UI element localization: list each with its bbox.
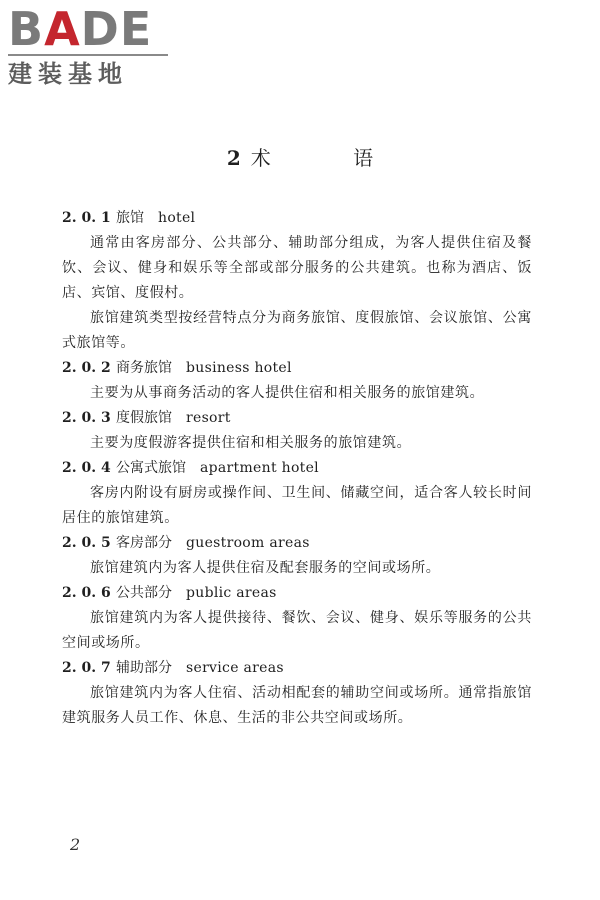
term-english-name: resort — [186, 410, 231, 426]
chapter-title — [0, 143, 600, 173]
term-english-name: hotel — [158, 210, 196, 226]
term-entry — [62, 656, 532, 731]
term-definition: 旅馆建筑内为客人提供接待、餐饮、会议、健身、娱乐等服务的公共空间或场所。 — [62, 610, 532, 651]
term-english-name: public areas — [186, 585, 277, 601]
terms-list — [62, 206, 532, 731]
term-entry — [62, 531, 532, 581]
term-number: 2. 0. 5 — [62, 535, 111, 551]
term-number: 2. 0. 3 — [62, 410, 111, 426]
term-entry — [62, 456, 532, 531]
term-chinese-name: 旅馆 — [116, 210, 144, 226]
term-chinese-name: 商务旅馆 — [116, 360, 172, 376]
term-number: 2. 0. 2 — [62, 360, 111, 376]
term-heading — [62, 206, 532, 231]
term-english-name: apartment hotel — [200, 460, 319, 476]
term-english-name: guestroom areas — [186, 535, 310, 551]
term-entry — [62, 581, 532, 656]
term-chinese-name: 客房部分 — [116, 535, 172, 551]
term-definition: 通常由客房部分、公共部分、辅助部分组成，为客人提供住宿及餐饮、会议、健身和娱乐等全部或部分服务的公共建筑。也称为酒店、饭店、宾馆、度假村。 — [62, 235, 532, 301]
term-definition: 主要为度假游客提供住宿和相关服务的旅馆建筑。 — [90, 435, 412, 451]
term-definition: 旅馆建筑内为客人住宿、活动相配套的辅助空间或场所。通常指旅馆建筑服务人员工作、休息、生活的非公共空间或场所。 — [62, 685, 532, 726]
term-heading — [62, 581, 532, 606]
term-definition: 旅馆建筑类型按经营特点分为商务旅馆、度假旅馆、会议旅馆、公寓式旅馆等。 — [62, 310, 532, 351]
term-heading — [62, 406, 532, 431]
term-heading — [62, 456, 532, 481]
term-chinese-name: 辅助部分 — [116, 660, 172, 676]
term-heading — [62, 656, 532, 681]
logo-letter-b: B — [8, 2, 45, 56]
term-number: 2. 0. 7 — [62, 660, 111, 676]
term-english-name: service areas — [186, 660, 284, 676]
term-chinese-name: 公共部分 — [116, 585, 172, 601]
term-english-name: business hotel — [186, 360, 292, 376]
term-heading — [62, 531, 532, 556]
bade-logo — [8, 2, 178, 88]
term-definition: 旅馆建筑内为客人提供住宿及配套服务的空间或场所。 — [90, 560, 441, 576]
term-definition: 客房内附设有厨房或操作间、卫生间、储藏空间，适合客人较长时间居住的旅馆建筑。 — [62, 485, 532, 526]
term-entry — [62, 406, 532, 456]
logo-letters-de: DE — [80, 2, 153, 56]
term-number: 2. 0. 6 — [62, 585, 111, 601]
term-entry — [62, 206, 532, 356]
logo-subtitle: 建装基地 — [8, 60, 128, 88]
term-number: 2. 0. 1 — [62, 210, 111, 226]
logo-wordmark — [8, 2, 178, 56]
term-chinese-name: 公寓式旅馆 — [116, 460, 186, 476]
term-chinese-name: 度假旅馆 — [116, 410, 172, 426]
term-heading — [62, 356, 532, 381]
term-entry — [62, 356, 532, 406]
page-number: 2 — [70, 835, 81, 854]
chapter-number: 2 — [226, 146, 241, 170]
term-number: 2. 0. 4 — [62, 460, 111, 476]
logo-letter-a: A — [44, 2, 81, 56]
chapter-name: 术 语 — [250, 146, 412, 170]
term-definition: 主要为从事商务活动的客人提供住宿和相关服务的旅馆建筑。 — [90, 385, 485, 401]
